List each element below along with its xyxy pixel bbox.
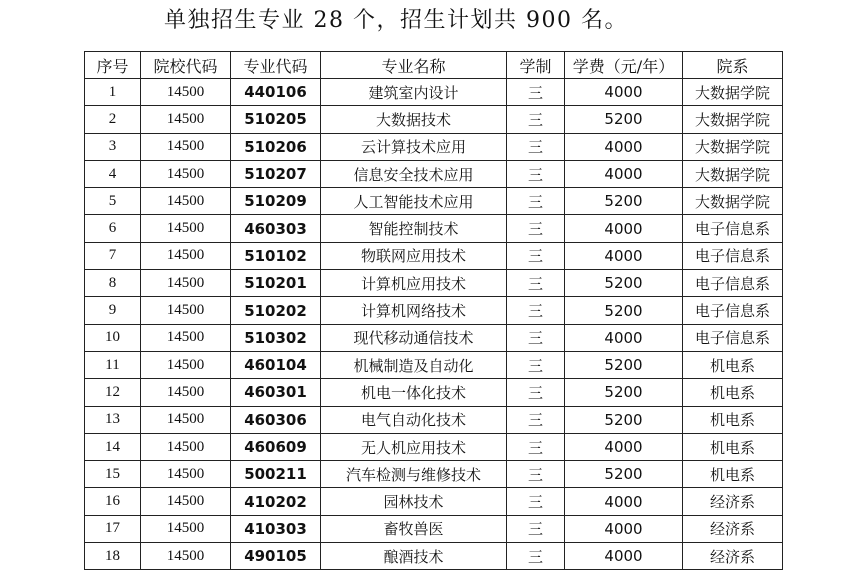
cell-school-code: 14500 (141, 242, 231, 269)
cell-index: 4 (85, 160, 141, 187)
cell-major-name: 现代移动通信技术 (321, 324, 507, 351)
cell-school-code: 14500 (141, 324, 231, 351)
table-row (85, 379, 783, 406)
cell-department: 机电系 (683, 461, 783, 488)
cell-tuition: 5200 (565, 379, 683, 406)
cell-tuition: 4000 (565, 133, 683, 160)
cell-major-name: 无人机应用技术 (321, 433, 507, 460)
cell-school-code: 14500 (141, 406, 231, 433)
cell-major-code: 460104 (231, 351, 321, 378)
cell-school-code: 14500 (141, 461, 231, 488)
cell-index: 6 (85, 215, 141, 242)
cell-tuition: 4000 (565, 160, 683, 187)
cell-duration: 三 (507, 461, 565, 488)
cell-department: 大数据学院 (683, 106, 783, 133)
cell-major-code: 490105 (231, 543, 321, 570)
cell-duration: 三 (507, 133, 565, 160)
cell-school-code: 14500 (141, 188, 231, 215)
cell-duration: 三 (507, 515, 565, 542)
cell-tuition: 4000 (565, 324, 683, 351)
cell-tuition: 4000 (565, 242, 683, 269)
cell-department: 电子信息系 (683, 215, 783, 242)
cell-department: 经济系 (683, 543, 783, 570)
cell-tuition: 5200 (565, 188, 683, 215)
cell-major-name: 畜牧兽医 (321, 515, 507, 542)
cell-major-name: 人工智能技术应用 (321, 188, 507, 215)
table-row (85, 160, 783, 187)
cell-major-name: 建筑室内设计 (321, 79, 507, 106)
cell-department: 大数据学院 (683, 160, 783, 187)
cell-major-code: 410303 (231, 515, 321, 542)
cell-major-name: 信息安全技术应用 (321, 160, 507, 187)
table-row (85, 270, 783, 297)
cell-school-code: 14500 (141, 433, 231, 460)
cell-major-code: 510201 (231, 270, 321, 297)
cell-duration: 三 (507, 188, 565, 215)
cell-duration: 三 (507, 433, 565, 460)
cell-department: 机电系 (683, 433, 783, 460)
cell-major-code: 510205 (231, 106, 321, 133)
table-row (85, 461, 783, 488)
cell-tuition: 4000 (565, 515, 683, 542)
cell-major-name: 大数据技术 (321, 106, 507, 133)
cell-major-code: 510209 (231, 188, 321, 215)
cell-index: 12 (85, 379, 141, 406)
cell-school-code: 14500 (141, 543, 231, 570)
cell-school-code: 14500 (141, 297, 231, 324)
page-heading: 单独招生专业 28 个，招生计划共 900 名。 (164, 8, 628, 33)
cell-school-code: 14500 (141, 79, 231, 106)
cell-tuition: 4000 (565, 543, 683, 570)
cell-duration: 三 (507, 270, 565, 297)
cell-department: 机电系 (683, 379, 783, 406)
table-row (85, 133, 783, 160)
header-index: 序号 (85, 52, 141, 79)
cell-department: 经济系 (683, 515, 783, 542)
cell-major-name: 计算机应用技术 (321, 270, 507, 297)
cell-index: 13 (85, 406, 141, 433)
cell-school-code: 14500 (141, 215, 231, 242)
cell-tuition: 5200 (565, 461, 683, 488)
cell-major-name: 酿酒技术 (321, 543, 507, 570)
cell-index: 1 (85, 79, 141, 106)
cell-tuition: 4000 (565, 433, 683, 460)
cell-major-code: 460609 (231, 433, 321, 460)
cell-duration: 三 (507, 324, 565, 351)
cell-school-code: 14500 (141, 106, 231, 133)
cell-tuition: 5200 (565, 297, 683, 324)
cell-school-code: 14500 (141, 515, 231, 542)
cell-department: 机电系 (683, 406, 783, 433)
cell-tuition: 5200 (565, 406, 683, 433)
cell-duration: 三 (507, 106, 565, 133)
table-row (85, 297, 783, 324)
table-row (85, 488, 783, 515)
cell-school-code: 14500 (141, 379, 231, 406)
cell-school-code: 14500 (141, 270, 231, 297)
cell-index: 2 (85, 106, 141, 133)
cell-major-name: 智能控制技术 (321, 215, 507, 242)
header-major-name: 专业名称 (321, 52, 507, 79)
header-school-code: 院校代码 (141, 52, 231, 79)
cell-major-name: 机械制造及自动化 (321, 351, 507, 378)
cell-tuition: 5200 (565, 270, 683, 297)
cell-index: 10 (85, 324, 141, 351)
header-tuition: 学费（元/年） (565, 52, 683, 79)
cell-tuition: 4000 (565, 79, 683, 106)
cell-department: 电子信息系 (683, 242, 783, 269)
cell-department: 经济系 (683, 488, 783, 515)
cell-department: 大数据学院 (683, 79, 783, 106)
enrollment-plan-table (84, 51, 783, 570)
cell-major-name: 云计算技术应用 (321, 133, 507, 160)
cell-duration: 三 (507, 488, 565, 515)
header-major-code: 专业代码 (231, 52, 321, 79)
cell-major-code: 460301 (231, 379, 321, 406)
table-body (85, 79, 783, 570)
table-row (85, 106, 783, 133)
cell-index: 8 (85, 270, 141, 297)
cell-major-name: 汽车检测与维修技术 (321, 461, 507, 488)
cell-index: 17 (85, 515, 141, 542)
cell-index: 3 (85, 133, 141, 160)
cell-school-code: 14500 (141, 488, 231, 515)
cell-school-code: 14500 (141, 133, 231, 160)
cell-major-code: 460306 (231, 406, 321, 433)
cell-major-code: 510206 (231, 133, 321, 160)
cell-department: 机电系 (683, 351, 783, 378)
cell-major-code: 440106 (231, 79, 321, 106)
table-row (85, 351, 783, 378)
cell-duration: 三 (507, 79, 565, 106)
cell-tuition: 4000 (565, 215, 683, 242)
cell-duration: 三 (507, 242, 565, 269)
cell-department: 电子信息系 (683, 324, 783, 351)
header-department: 院系 (683, 52, 783, 79)
cell-major-code: 410202 (231, 488, 321, 515)
cell-tuition: 4000 (565, 488, 683, 515)
cell-major-code: 510302 (231, 324, 321, 351)
cell-major-name: 物联网应用技术 (321, 242, 507, 269)
table-row (85, 543, 783, 570)
cell-index: 16 (85, 488, 141, 515)
cell-duration: 三 (507, 160, 565, 187)
cell-department: 大数据学院 (683, 188, 783, 215)
cell-major-name: 机电一体化技术 (321, 379, 507, 406)
cell-index: 7 (85, 242, 141, 269)
table-row (85, 515, 783, 542)
cell-school-code: 14500 (141, 160, 231, 187)
cell-index: 18 (85, 543, 141, 570)
cell-major-code: 460303 (231, 215, 321, 242)
cell-duration: 三 (507, 297, 565, 324)
cell-duration: 三 (507, 406, 565, 433)
table-row (85, 79, 783, 106)
cell-duration: 三 (507, 351, 565, 378)
cell-index: 15 (85, 461, 141, 488)
cell-index: 5 (85, 188, 141, 215)
cell-duration: 三 (507, 215, 565, 242)
cell-school-code: 14500 (141, 351, 231, 378)
cell-department: 电子信息系 (683, 270, 783, 297)
table-row (85, 188, 783, 215)
table-row (85, 242, 783, 269)
cell-duration: 三 (507, 543, 565, 570)
cell-major-code: 510102 (231, 242, 321, 269)
cell-major-code: 510207 (231, 160, 321, 187)
cell-index: 11 (85, 351, 141, 378)
cell-department: 电子信息系 (683, 297, 783, 324)
cell-tuition: 5200 (565, 351, 683, 378)
table-row (85, 406, 783, 433)
cell-major-name: 电气自动化技术 (321, 406, 507, 433)
cell-index: 14 (85, 433, 141, 460)
cell-major-name: 计算机网络技术 (321, 297, 507, 324)
cell-major-code: 500211 (231, 461, 321, 488)
header-duration: 学制 (507, 52, 565, 79)
table-row (85, 324, 783, 351)
cell-index: 9 (85, 297, 141, 324)
cell-major-code: 510202 (231, 297, 321, 324)
cell-tuition: 5200 (565, 106, 683, 133)
cell-duration: 三 (507, 379, 565, 406)
table-row (85, 433, 783, 460)
table-row (85, 215, 783, 242)
cell-major-name: 园林技术 (321, 488, 507, 515)
cell-department: 大数据学院 (683, 133, 783, 160)
table-header-row (85, 52, 783, 79)
